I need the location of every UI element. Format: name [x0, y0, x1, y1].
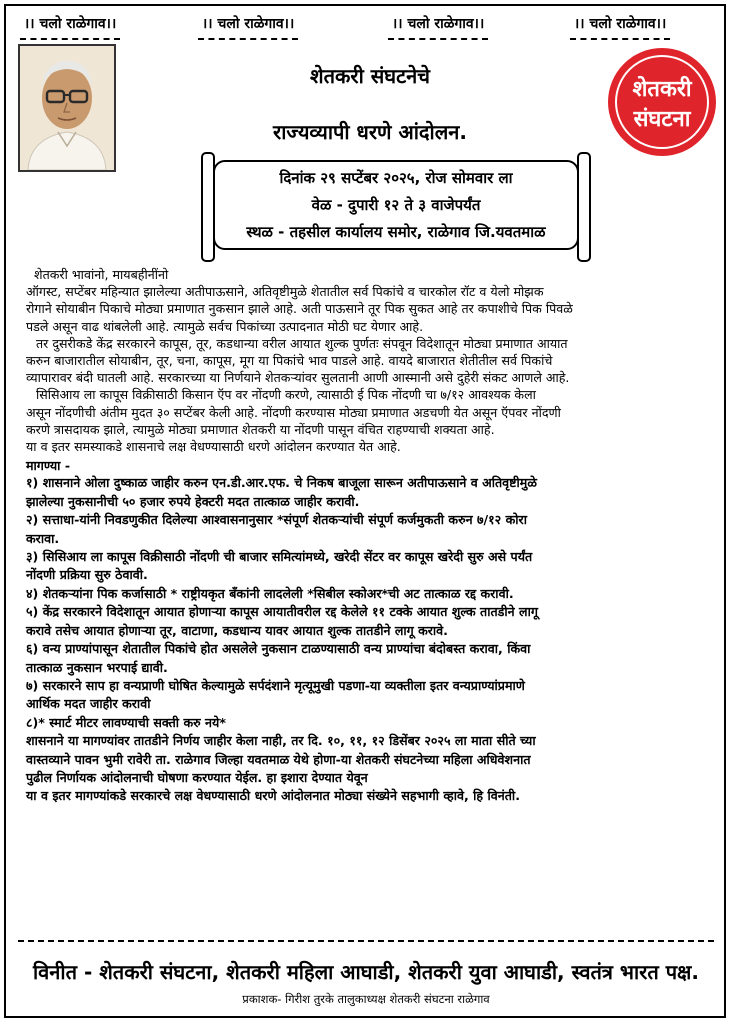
body-line: रोगाने सोयाबीन पिकाचे मोठ्या प्रमाणात नुकसान झाले आहे. अती पाऊसाने तूर पिक सुकत आहे तर कपाशीचे पिक पिवळे	[26, 301, 573, 317]
demand-line: १) शासनाने ओला दुष्काळ जाहीर करुन एन.डी.आर.एफ. चे निकष बाजूला सारून अतीपाऊसाने व अतिवृष्टीमुळे	[26, 475, 537, 491]
demand-line: २) सत्ताधा-यांनी निवडणुकीत दिलेल्या आश्वासनानुसार *संपूर्ण शेतकऱ्यांची संपूर्ण कर्जमुकती करुन ७/१२ कोरा	[26, 512, 527, 528]
slogan-4: ।। चलो राळेगाव।।	[570, 10, 670, 40]
demand-line: ५) केंद्र सरकारने विदेशातून आयात होणाऱ्या कापूस आयातीवरील रद्द केलेले ११ टक्के आयात शुल्क तातडीने लागू	[26, 604, 538, 620]
demand-line: या व इतर मागण्यांकडे सरकारचे लक्ष वेधण्यासाठी धरणे आंदोलनात मोठ्या संख्येने सहभागी व्हावे, हि विनंती.	[26, 788, 520, 804]
event-place: स्थळ - तहसील कार्यालय समोर, राळेगाव जि.यवतमाळ	[246, 223, 546, 241]
demand-line: ७) सरकारने साप हा वन्यप्राणी घोषित केल्यामुळे सर्पदंशाने मृत्यूमुखी पडणा-या व्यक्तीला इतर वन्यप्राण्यांप्रमाणे	[26, 677, 525, 693]
logo-top-text: शेतकरी	[632, 77, 692, 102]
demand-line: ६) वन्य प्राण्यांपासून शेतातील पिकांचे होत असलेले नुकसान टाळण्यासाठी वन्य प्राण्यांचा बंदोबस्त करावा, किंवा	[26, 641, 531, 657]
body-line: व्यापारावर बंदी घातली आहे. सरकारच्या या निर्णयाने शेतकऱ्यांवर सुलतानी आणी आस्मानी असे दुहेरी संकट आणले आहे.	[26, 370, 570, 386]
body-line: पडले असून वाढ थांबलेली आहे. त्यामुळे सर्वच पिकांच्या उत्पादनात मोठी घट येणार आहे.	[26, 318, 424, 334]
greeting: शेतकरी भावांनो, मायबहीनींनो	[34, 267, 169, 282]
demand-line: करावे तसेच आयात होणाऱ्या तूर, वाटाणा, कडधान्य यावर आयात शुल्क तातडीने लागू करावे.	[26, 622, 448, 638]
footer-divider	[18, 940, 714, 942]
body-line: करुन बाजारातील सोयाबीन, तूर, चना, कापूस, मूग या पिकांचे भाव पाडले आहे. वायदे बाजारात शेतीतील सर्व पिकांचे	[26, 353, 553, 369]
demand-line: पुढील निर्णायक आंदोलनाची घोषणा करण्यात येईल. हा इशारा देण्यात येवून	[26, 769, 368, 785]
demand-line: ८)* स्मार्ट मीटर लावण्याची सक्ती करु नये*	[26, 714, 226, 730]
demand-line: वास्तव्याने पावन भुमी रावेरी ता. राळेगाव जिल्हा यवतमाळ येथे होणा-या शेतकरी संघटनेच्या महिला अधिवेशनात	[26, 751, 531, 767]
shetkari-sanghatana-logo	[606, 46, 718, 158]
page-title-line-2: राज्यव्यापी धरणे आंदोलन.	[273, 120, 467, 144]
notice-body	[26, 266, 706, 806]
portrait-illustration	[20, 46, 114, 170]
event-time: वेळ - दुपारी १२ ते ३ वाजेपर्यंत	[311, 196, 481, 214]
demand-line: तात्काळ नुकसान भरपाई द्यावी.	[26, 659, 168, 675]
signed-by: विनीत - शेतकरी संघटना, शेतकरी महिला आघाडी, शेतकरी युवा आघाडी, स्वतंत्र भारत पक्ष.	[33, 960, 699, 984]
publisher-line: प्रकाशक- गिरीश तुरके तालुकाध्यक्ष शेतकरी संघटना राळेगाव	[242, 992, 490, 1006]
body-line: ऑगस्ट, सप्टेंबर महिन्यात झालेल्या अतीपाऊसाने, अतिवृष्टीमुळे शेतातील सर्व पिकांचे व चारकोल रॉट व येलो मोझक	[26, 284, 544, 300]
demand-line: करावा.	[26, 530, 60, 546]
demand-line: शासनाने या मागण्यांवर तातडीने निर्णय जाहीर केला नाही, तर दि. १०, ११, १२ डिसेंबर २०२५ ला माता सीते च्या	[26, 733, 536, 749]
demand-line: ३) सिसिआय ला कापूस विक्रीसाठी नोंदणी ची बाजार समित्यांमध्ये, खरेदी सेंटर वर कापूस खरेदी सुरु असे पर्यंत	[26, 549, 533, 565]
demand-line: ४) शेतकऱ्यांना पिक कर्जासाठी * राष्ट्रीयकृत बँकांनी लादलेली *सिबील स्कोअर*ची अट तात्काळ रद्द करावी.	[26, 585, 514, 601]
body-line: असून नोंदणीची अंतीम मुदत ३० सप्टेंबर केली आहे. नोंदणी करण्यास मोठ्या प्रमाणात अडचणी येत असून ऍपवर नोंदणी	[26, 404, 561, 420]
slogan-3: ।। चलो राळेगाव।।	[388, 10, 488, 40]
body-line: सिसिआय ला कापूस विक्रीसाठी किसान ऍप वर नोंदणी करणे, त्यासाठी ई पिक नोंदणी चा ७/१२ आवश्यक केला	[36, 387, 536, 403]
body-line: या व इतर समस्याकडे शासनाचे लक्ष वेधण्यासाठी धरणे आंदोलन करण्यात येत आहे.	[26, 439, 401, 455]
slogan-bar	[0, 10, 732, 40]
demand-line: नोंदणी प्रक्रिया सुरु ठेवावी.	[26, 567, 148, 583]
logo-bottom-text: संघटना	[633, 107, 691, 132]
slogan-1: ।। चलो राळेगाव।।	[20, 10, 120, 40]
demands-heading: मागण्या -	[26, 458, 71, 474]
leader-portrait	[18, 44, 116, 172]
event-details-box	[213, 160, 579, 250]
body-line: करणे त्रासदायक झाले, त्यामुळे मोठ्या प्रमाणात शेतकरी या नोंदणी पासून वंचित राहण्याची शक्यता आहे.	[26, 421, 495, 437]
slogan-2: ।। चलो राळेगाव।।	[198, 10, 298, 40]
page-title-line-1: शेतकरी संघटनेचे	[310, 64, 430, 88]
demand-line: झालेल्या नुकसानीची ५० हजार रुपये हेक्टरी मदत तात्काळ जाहीर करावी.	[26, 493, 360, 509]
event-date: दिनांक २९ सप्टेंबर २०२५, रोज सोमवार ला	[279, 169, 513, 187]
demand-line: आर्थिक मदत जाहीर करावी	[26, 696, 151, 712]
body-line: तर दुसरीकडे केंद्र सरकारने कापूस, तूर, कडधान्या वरील आयात शुल्क पुर्णतः संपवून विदेशातून मोठ्या प्रमाणात आयात	[36, 335, 568, 351]
